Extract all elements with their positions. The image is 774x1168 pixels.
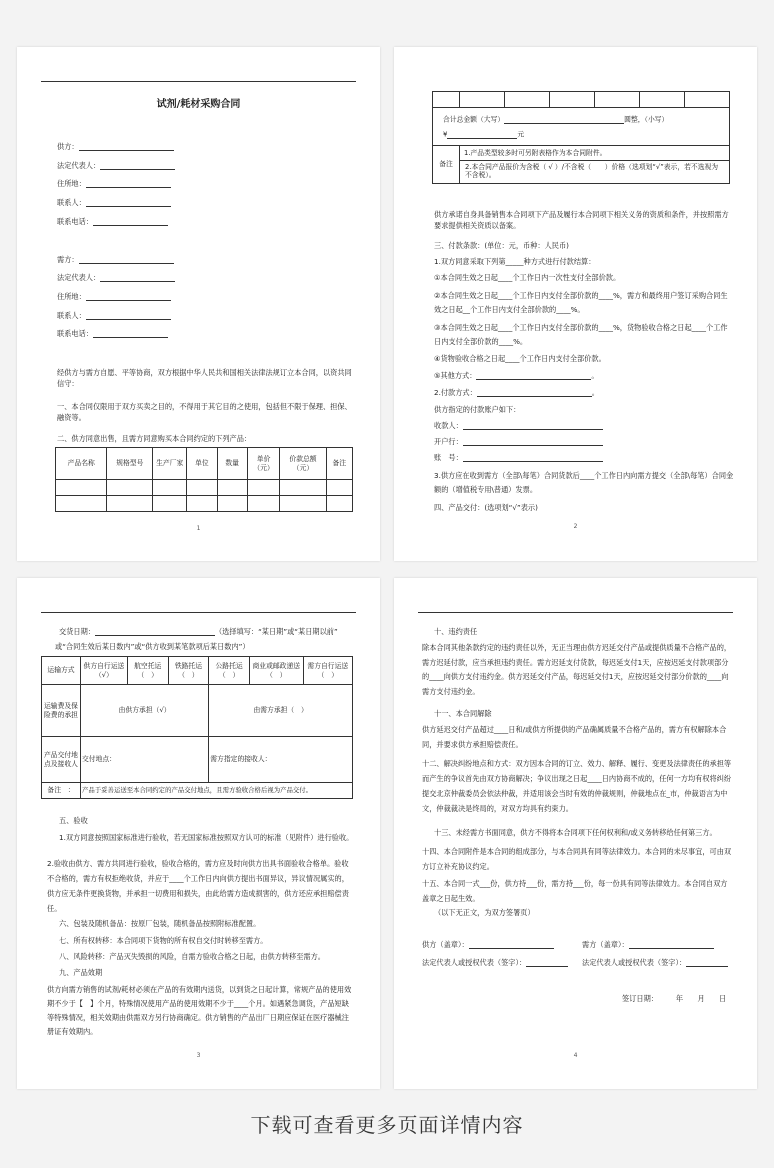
payment-option-3: ③本合同生效之日起____个工作日内支付全部价款的____%，货物验收合格之日起____个工作日内支付全部价款的____%。 [434,323,728,346]
header-remark: 备注 [326,448,352,480]
transport-air: 航空托运（ ） [127,657,168,685]
acceptance-clause-1: 1.双方同意按照国家标准进行验收，若无国家标准按照双方认可的标准（见附件）进行验收。 [59,833,354,842]
document-page-3 [17,578,380,1089]
transport-supplier: 供方自行运送（√） [81,657,128,685]
page-number: 3 [196,1052,201,1059]
payment-option-1: ①本合同生效之日起____个工作日内一次性支付全部价款。 [434,273,621,282]
fee-buyer: 由需方承担（ ） [209,685,353,737]
document-page-2 [394,47,757,561]
page-number: 2 [573,523,578,530]
total-table [432,91,730,184]
copies-clause: 十五、本合同一式___份，供方持___份，需方持___份，每一份具有同等法律效力。本合同自双方盖章之日起生效。 [422,879,728,903]
buyer-rep-label: 法定代表人： [57,273,175,282]
transport-post: 商业或邮政递送（ ） [249,657,303,685]
termination-clause: 供方延迟交付产品超过____日和/或供方所提供的产品确属质量不合格产品的，需方有权解除本合同，并要求供方承担赔偿责任。 [422,725,727,749]
download-more-caption[interactable]: 下载可查看更多页面详情内容 [250,1113,524,1137]
transport-road: 公路托运（ ） [209,657,250,685]
dispute-clause: 十二、解决纠纷地点和方式：双方因本合同的订立、效力、解释、履行、变更及法律责任的承担等而产生的争议首先由双方协商解决；争议出现之日起____日内协商不成的，任何一方均有权将纠纷提交北京仲裁委员会依法仲裁，并适用该会当时有效的仲裁规则，仲裁地点在_市，仲裁语言为中文，仲裁裁决是终局的，对双方均具有约束力。 [422,759,732,813]
payment-option-4: ④货物验收合格之日起____个工作日内支付全部价款。 [434,354,606,363]
header-manufacturer: 生产厂家 [153,448,187,480]
fee-supplier: 由供方承担（√） [81,685,209,737]
header-rule [418,612,733,613]
intro-paragraph: 经供方与需方自愿、平等协商，双方根据中华人民共和国相关法律法规订立本合同，以资共同信守： [57,368,352,388]
place-label: 产品交付地点及接收人 [42,737,81,783]
buyer-contact-label: 联系人： [57,311,171,320]
validity-clause: 供方向需方销售的试剂/耗材必须在产品的有效期内送货，以到货之日起计算，常规产品的使用效期不少于【 】个月，特殊情况使用产品的使用效期不少于____个月。如遇紧急调货，产品短缺等特殊情况，相关效期由供需双方另行协商确定。供方销售的产品出厂日期应保证在医疗器械注册证有效期内。 [47,985,352,1036]
header-unit-price: 单价（元） [247,448,280,480]
buyer-label: 需方： [57,255,174,264]
header-quantity: 数量 [217,448,247,480]
termination-heading: 十一、本合同解除 [434,709,492,718]
acceptance-heading: 五、验收 [59,816,88,825]
delivery-date-note: 或“合同生效后某日数内”或“供方收到某笔款项后某日数内”） [55,642,250,651]
note-1: 1.产品类型较多时可另附表格作为本合同附件。 [460,147,729,161]
fee-label: 运输费及保险费的承担 [42,685,81,737]
place-location: 交付地点： [81,737,209,783]
table-row [56,480,353,496]
annex-clause: 十四、本合同附件是本合同的组成部分，与本合同具有同等法律效力。本合同的未尽事宜，可由双方订立补充协议约定。 [422,847,732,871]
header-rule [41,612,356,613]
supplier-address-label: 住所地： [57,179,171,188]
payment-option-2: ②本合同生效之日起____个工作日内支付全部价款的____%，需方和最终用户签订采购合同生效之日起__个工作日内支付全部价款的____%。 [434,291,728,314]
breach-clause: 除本合同其他条款约定的违约责任以外，无正当理由供方迟延交付产品或提供质量不合格产品的，需方迟延付款，应当承担违约责任。需方迟延支付货款，每迟延支付1天，应按迟延支付款项部分的____向供方支付违约金。供方迟延交付产品，每迟延交付1天，应按迟延交付部分价款的____向需方支付违约金。 [422,643,732,696]
assignment-clause: 十三、未经需方书面同意，供方不得将本合同项下任何权利和/或义务转移给任何第三方。 [434,828,717,837]
risk-clause: 八、风险转移：产品灭失毁损的风险，自需方验收合格之日起，由供方转移至需方。 [59,952,325,961]
supplier-contact-label: 联系人： [57,198,171,207]
header-unit: 单位 [187,448,217,480]
acceptance-clause-2: 2.验收由供方、需方共同进行验收，验收合格的，需方应及时向供方出具书面验收合格单。验收不合格的，需方有权拒绝收货，并应于____个工作日内向供方提出书面异议，异议情况属实的，供方应无条件更换货物，并承担一切费用和损失，由此给需方造成损害的，供方还应承担赔偿责任。 [47,859,349,913]
transport-label: 运输方式 [42,657,81,685]
packaging-clause: 六、包装及随机备品：按原厂包装，随机备品按照附标准配置。 [59,919,261,928]
remark-label: 备注 ： [42,783,81,799]
transport-buyer: 需方自行运送（ ） [303,657,352,685]
supplier-phone-label: 联系电话： [57,217,168,226]
invoice-clause: 3.供方应在收到需方（全部\每笔）合同货款后____个工作日内向需方提交（全部\每笔）合同金额的（增值税专用\普通）发票。 [434,471,734,494]
payment-terms-heading: 三、付款条款：(单位：元，币种：人民币) [434,241,569,250]
total-amount-line: 合计总金额（大写） 圆整，（小写） [443,115,669,123]
clause-1: 一、本合同仅限用于双方买卖之目的，不得用于其它目的之使用，包括但不限于保理、担保、融资等。 [57,402,352,422]
contract-title: 试剂/耗材采购合同 [156,99,241,110]
header-model: 规格型号 [107,448,153,480]
note-2: 2.本合同产品报价为含税（ √ ）/不含税（ ）价格（选项划“√”表示，若不选视为不含税）。 [465,162,719,180]
buyer-signature: 法定代表人或授权代表（签字）： [582,958,728,967]
place-receiver: 需方指定的接收人： [209,737,353,783]
account-heading: 供方指定的付款账户如下： [434,405,521,414]
header-product-name: 产品名称 [56,448,107,480]
breach-heading: 十、违约责任 [434,627,478,636]
signing-date: 签订日期： 年 月 日 [622,994,727,1003]
page-number: 1 [196,525,201,532]
bank-field: 开户行： [434,437,603,446]
delivery-date-line: 交货日期： （选择填写：“某日期”或“某日期以前” [59,627,338,636]
buyer-address-label: 住所地： [57,292,171,301]
supplier-seal: 供方（盖章）： [422,940,554,949]
qualification-paragraph: 供方承诺自身具备销售本合同项下产品及履行本合同项下相关义务的资质和条件，并按照需方要求提供相关资质以备案。 [434,210,729,230]
delivery-table [41,656,353,799]
buyer-phone-label: 联系电话： [57,329,168,338]
supplier-signature: 法定代表人或授权代表（签字）： [422,958,568,967]
header-total-price: 价款总额（元） [280,448,326,480]
ownership-clause: 七、所有权转移：本合同项下货物的所有权自交付时转移至需方。 [59,936,268,945]
document-page-4 [394,578,757,1089]
transport-rail: 铁路托运（ ） [168,657,209,685]
table-row [56,496,353,512]
payee-field: 收款人： [434,421,603,430]
total-yen-line: ¥ 元 [443,130,525,138]
product-table [55,447,353,512]
header-rule [41,81,356,82]
document-page-1 [17,47,380,561]
payment-option-5: ⑤其他方式： 。 [434,371,599,380]
supplier-rep-label: 法定代表人： [57,161,175,170]
end-of-text: （以下无正文，为双方签署页） [434,908,535,917]
payment-option-line: 1.双方同意采取下列第_____种方式进行付款结算： [434,257,596,266]
payment-method: 2.付款方式： 。 [434,388,599,397]
remark-text: 产品于妥善运送至本合同约定的产品交付地点，且需方验收合格后视为产品交付。 [81,783,353,799]
note-label: 备注 [433,146,460,184]
supplier-label: 供方： [57,142,174,151]
delivery-heading: 四、产品交付：(选项划“√”表示) [434,503,538,512]
account-number-field: 账 号： [434,453,603,462]
buyer-seal: 需方（盖章）： [582,940,714,949]
clause-2: 二、供方同意出售，且需方同意购买本合同约定的下列产品： [57,434,252,443]
page-number: 4 [573,1052,578,1059]
validity-heading: 九、产品效期 [59,968,103,977]
